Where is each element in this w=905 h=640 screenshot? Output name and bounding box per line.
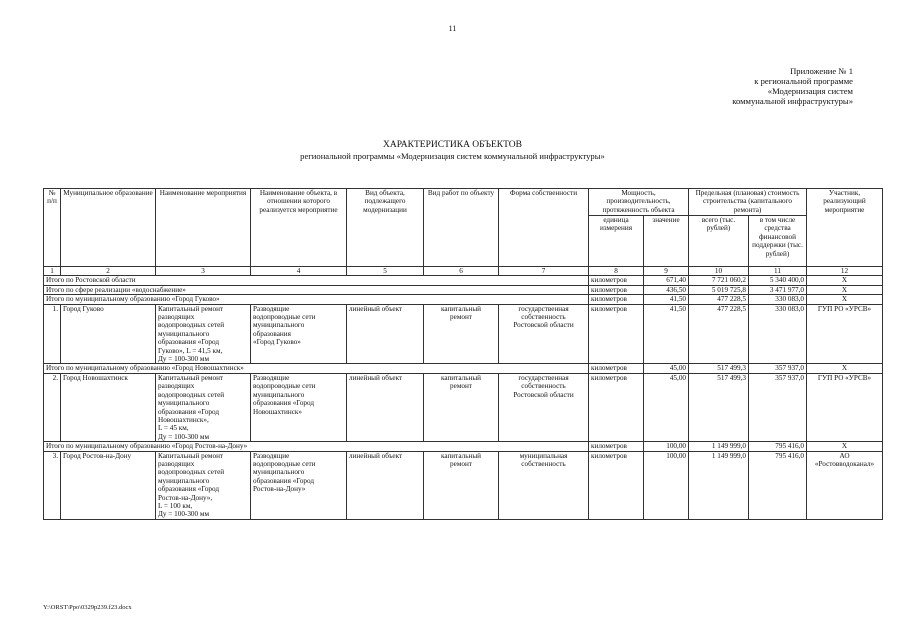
total-cost: 477 228,5 <box>689 295 749 304</box>
row-measure-line: Капитальный ремонт <box>158 451 224 460</box>
total-value: 671,40 <box>644 276 689 285</box>
row-work <box>424 304 499 364</box>
row-unit: километров <box>589 451 644 519</box>
column-number: 11 <box>749 267 807 276</box>
table-row <box>44 373 883 441</box>
row-measure-line: образования «Город <box>158 407 220 416</box>
row-participant-line: АО <box>839 451 850 460</box>
page-number: 11 <box>448 24 457 33</box>
total-cost: 517 499,3 <box>689 364 749 373</box>
total-support: 357 937,0 <box>749 364 807 373</box>
row-measure-line: образования «Город <box>158 485 220 494</box>
column-number: 2 <box>61 267 156 276</box>
row-value: 100,00 <box>644 451 689 519</box>
row-ownership <box>499 304 589 364</box>
row-object-type: линейный объект <box>347 373 424 441</box>
row-participant-line: ГУП РО «УРСВ» <box>817 304 872 313</box>
row-measure-line: водопроводных сетей <box>158 390 225 399</box>
column-number: 6 <box>424 267 499 276</box>
total-support: 5 340 400,0 <box>749 276 807 285</box>
row-municipality: Город Новошахтинск <box>61 373 156 441</box>
row-measure-line: муниципального <box>158 399 210 408</box>
row-participant-line: ГУП РО «УРСВ» <box>817 373 872 382</box>
header-capacity: Мощность, производительность, протяженность объекта <box>589 189 689 216</box>
row-ownership-line: муниципальная <box>519 451 568 460</box>
total-participant: Х <box>807 442 883 451</box>
row-participant-line: «Ростовводоканал» <box>814 459 875 468</box>
header-capacity-unit: единица измерения <box>589 216 644 267</box>
row-measure <box>156 451 251 519</box>
total-participant: Х <box>807 364 883 373</box>
row-object-type: линейный объект <box>347 304 424 364</box>
row-ownership-line: Ростовской области <box>513 390 574 399</box>
total-value: 100,00 <box>644 442 689 451</box>
total-row-municipality <box>44 364 883 373</box>
column-number: 10 <box>689 267 749 276</box>
row-municipality: Город Гуково <box>61 304 156 364</box>
total-label: Итого по сфере реализации «водоснабжение» <box>44 285 589 294</box>
header-row <box>44 189 883 216</box>
total-value: 41,50 <box>644 295 689 304</box>
total-label: Итого по Ростовской области <box>44 276 589 285</box>
column-number: 3 <box>156 267 251 276</box>
total-label: Итого по муниципальному образованию «Город Новошахтинск» <box>44 364 589 373</box>
row-measure-line: L = 45 км, <box>158 424 189 433</box>
total-value: 436,50 <box>644 285 689 294</box>
row-measure-line: L = 100 км, <box>158 501 193 510</box>
total-support: 330 083,0 <box>749 295 807 304</box>
total-value: 45,00 <box>644 364 689 373</box>
row-measure-line: образования «Город <box>158 338 220 347</box>
total-unit: километров <box>589 285 644 294</box>
total-row-municipality <box>44 442 883 451</box>
header-capacity-value: значение <box>644 216 689 267</box>
column-numbers-row <box>44 267 883 276</box>
row-measure-line: Ду = 100-300 мм <box>158 355 209 364</box>
table-row <box>44 304 883 364</box>
column-number: 4 <box>251 267 347 276</box>
total-support: 3 471 977,0 <box>749 285 807 294</box>
header-municipality: Муниципальное образование <box>61 189 156 267</box>
total-participant: Х <box>807 276 883 285</box>
row-ownership <box>499 451 589 519</box>
row-measure-line: Ду = 100-300 мм <box>158 432 209 441</box>
appendix-line: «Модернизация систем <box>767 86 853 96</box>
total-participant: Х <box>807 285 883 294</box>
column-number: 8 <box>589 267 644 276</box>
row-object-line: водопроводные сети <box>253 313 316 322</box>
total-support: 795 416,0 <box>749 442 807 451</box>
row-object-line: образования «Город <box>253 399 315 408</box>
row-object-type: линейный объект <box>347 451 424 519</box>
row-object <box>251 373 347 441</box>
row-cost-total: 1 149 999,0 <box>689 451 749 519</box>
row-ownership <box>499 373 589 441</box>
row-work-line: ремонт <box>450 459 472 468</box>
header-num: № п/п <box>44 189 61 267</box>
row-work-line: капитальный <box>440 373 482 382</box>
row-ownership-line: Ростовской области <box>513 321 574 330</box>
row-participant <box>807 373 883 441</box>
row-municipality: Город Ростов-на-Дону <box>61 451 156 519</box>
row-work <box>424 451 499 519</box>
header-cost-total: всего (тыс. рублей) <box>689 216 749 267</box>
row-object-line: водопроводные сети <box>253 382 316 391</box>
row-object-line: муниципального <box>253 468 305 477</box>
row-measure-line: разводящих <box>158 313 195 322</box>
row-object-line: водопроводные сети <box>253 459 316 468</box>
header-object-name: Наименование объекта, в отношении которого реализуется мероприятие <box>251 189 347 267</box>
total-row-region <box>44 276 883 285</box>
total-participant: Х <box>807 295 883 304</box>
row-measure-line: Гуково», L = 41,5 км, <box>158 346 223 355</box>
total-unit: километров <box>589 276 644 285</box>
document-subtitle: региональной программы «Модернизация систем коммунальной инфраструктуры» <box>300 151 605 161</box>
row-object-line: Новошахтинск» <box>253 407 302 416</box>
total-row-municipality <box>44 295 883 304</box>
column-number: 1 <box>44 267 61 276</box>
row-cost-support: 330 083,0 <box>749 304 807 364</box>
row-num: 1. <box>44 304 61 364</box>
total-cost: 5 019 725,8 <box>689 285 749 294</box>
total-row-water <box>44 285 883 294</box>
row-object-line: Ростов-на-Дону» <box>253 485 306 494</box>
row-work-line: ремонт <box>450 382 472 391</box>
document-title: ХАРАКТЕРИСТИКА ОБЪЕКТОВ <box>383 140 522 150</box>
header-measure: Наименование мероприятия <box>156 189 251 267</box>
row-value: 41,50 <box>644 304 689 364</box>
row-measure-line: Капитальный ремонт <box>158 304 224 313</box>
row-work <box>424 373 499 441</box>
total-cost: 7 721 060,2 <box>689 276 749 285</box>
total-unit: километров <box>589 295 644 304</box>
row-cost-total: 477 228,5 <box>689 304 749 364</box>
row-measure-line: разводящих <box>158 459 195 468</box>
appendix-block <box>653 66 853 106</box>
table-row <box>44 451 883 519</box>
header-participant: Участник, реализующий мероприятие <box>807 189 883 267</box>
row-object-line: Разводящие <box>253 451 290 460</box>
row-cost-support: 357 937,0 <box>749 373 807 441</box>
column-number: 7 <box>499 267 589 276</box>
total-label: Итого по муниципальному образованию «Город Ростов-на-Дону» <box>44 442 589 451</box>
row-measure-line: Новошахтинск», <box>158 415 209 424</box>
total-cost: 1 149 999,0 <box>689 442 749 451</box>
appendix-line: коммунальной инфраструктуры» <box>732 96 853 106</box>
row-measure <box>156 304 251 364</box>
row-unit: километров <box>589 304 644 364</box>
row-ownership-line: государственная <box>518 304 569 313</box>
row-object-line: Разводящие <box>253 304 290 313</box>
row-measure <box>156 373 251 441</box>
row-num: 2. <box>44 373 61 441</box>
row-ownership-line: собственность <box>521 313 566 322</box>
row-measure-line: муниципального <box>158 329 210 338</box>
row-work-line: капитальный <box>440 304 482 313</box>
row-measure-line: разводящих <box>158 382 195 391</box>
row-ownership-line: государственная <box>518 373 569 382</box>
row-object-line: образования «Город <box>253 476 315 485</box>
column-number: 5 <box>347 267 424 276</box>
row-measure-line: водопроводных сетей <box>158 468 225 477</box>
row-object-line: «Город Гуково» <box>253 338 301 347</box>
total-label: Итого по муниципальному образованию «Город Гуково» <box>44 295 589 304</box>
column-number: 12 <box>807 267 883 276</box>
row-measure-line: муниципального <box>158 476 210 485</box>
appendix-line: к региональной программе <box>754 76 853 86</box>
row-participant <box>807 451 883 519</box>
row-object-line: образования <box>253 329 291 338</box>
total-unit: километров <box>589 442 644 451</box>
row-work-line: капитальный <box>440 451 482 460</box>
row-num: 3. <box>44 451 61 519</box>
row-object <box>251 451 347 519</box>
row-ownership-line: собственность <box>521 382 566 391</box>
row-unit: километров <box>589 373 644 441</box>
row-object-line: Разводящие <box>253 373 290 382</box>
row-object-line: муниципального <box>253 390 305 399</box>
row-participant <box>807 304 883 364</box>
document-title-block <box>0 140 905 162</box>
row-cost-support: 795 416,0 <box>749 451 807 519</box>
appendix-line: Приложение № 1 <box>790 66 853 76</box>
row-value: 45,00 <box>644 373 689 441</box>
total-unit: километров <box>589 364 644 373</box>
row-object <box>251 304 347 364</box>
header-cost: Предельная (плановая) стоимость строительства (капитального ремонта) <box>689 189 807 216</box>
row-measure-line: Ду = 100-300 мм <box>158 510 209 519</box>
row-cost-total: 517 499,3 <box>689 373 749 441</box>
row-object-line: муниципального <box>253 321 305 330</box>
header-ownership: Форма собственности <box>499 189 589 267</box>
header-object-type: Вид объекта, подлежащего модернизации <box>347 189 424 267</box>
row-measure-line: Капитальный ремонт <box>158 373 224 382</box>
row-ownership-line: собственность <box>521 459 566 468</box>
row-measure-line: Ростов-на-Дону», <box>158 493 213 502</box>
header-work-type: Вид работ по объекту <box>424 189 499 267</box>
objects-table <box>43 188 883 520</box>
file-path-footer: Y:\ORST\Ppo\0329p239.f23.docx <box>43 604 132 611</box>
header-cost-support: в том числе средства финансовой поддержки (тыс. рублей) <box>749 216 807 267</box>
row-measure-line: водопроводных сетей <box>158 321 225 330</box>
row-work-line: ремонт <box>450 313 472 322</box>
column-number: 9 <box>644 267 689 276</box>
